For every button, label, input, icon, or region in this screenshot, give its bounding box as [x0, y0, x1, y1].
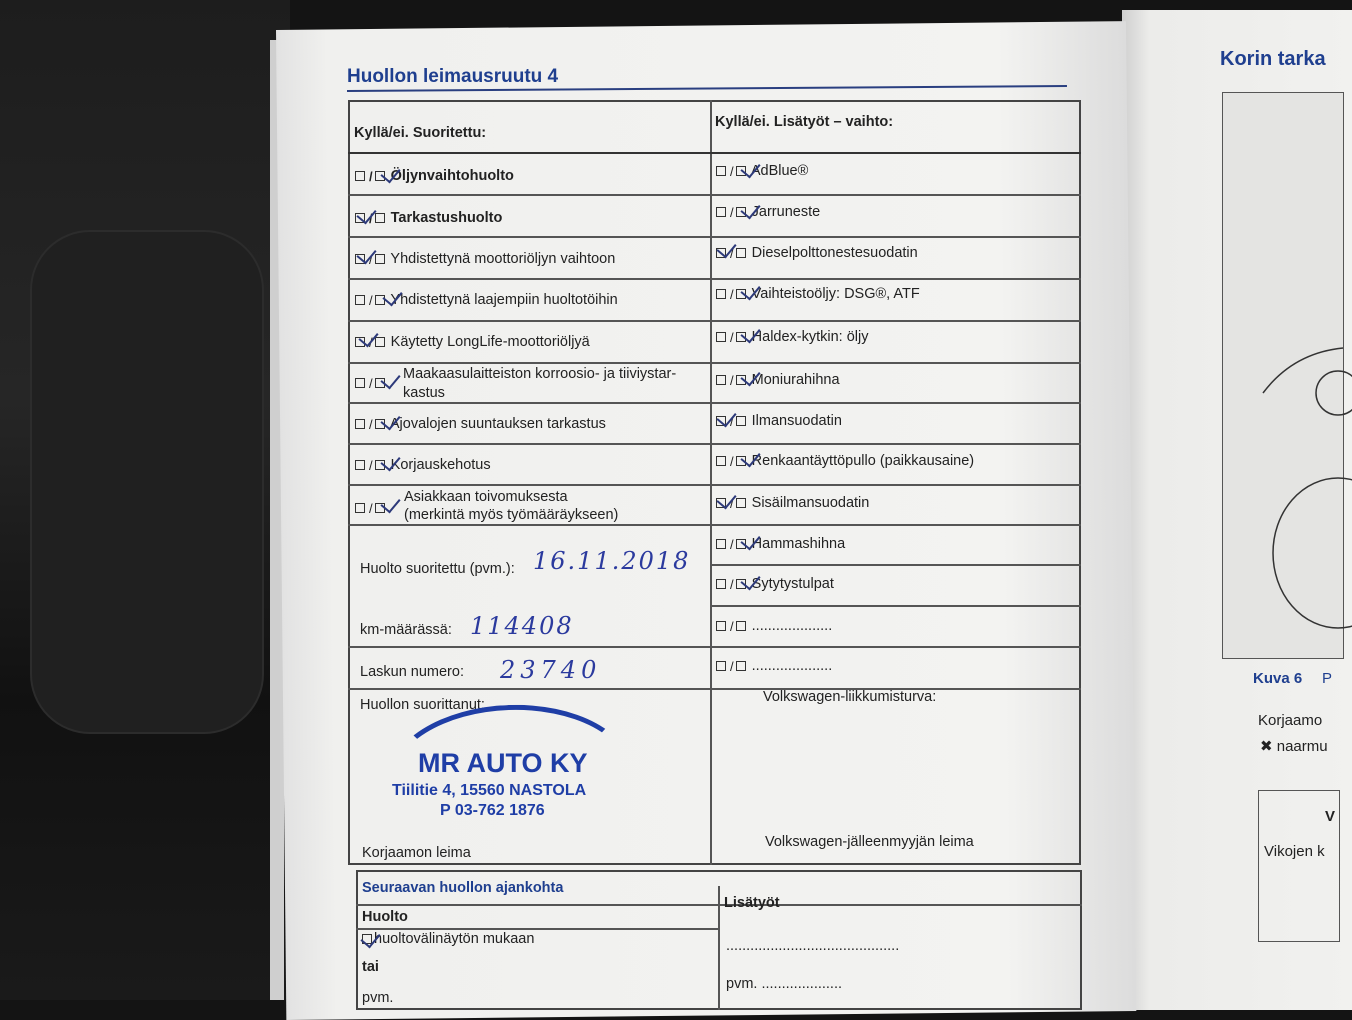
- checkbox-yes: [716, 332, 726, 342]
- checkbox-yes: [716, 375, 726, 385]
- invoice-value-handwritten: 23740: [500, 656, 602, 684]
- background-seat: [30, 230, 264, 734]
- checkbox-yes: [716, 456, 726, 466]
- row-rule: [348, 524, 1081, 526]
- right-item-brake-fluid: / Jarruneste: [716, 204, 820, 220]
- checkbox-yes: [355, 378, 365, 388]
- checkbox-yes: [355, 171, 365, 181]
- right-item-label: ....................: [751, 618, 833, 634]
- right-item-label: Dieselpolttonestesuodatin: [751, 245, 918, 261]
- checkbox-no: [736, 661, 746, 671]
- right-item-spark-plugs: / Sytytystulpat: [716, 576, 834, 592]
- row-rule: [348, 362, 1081, 364]
- row-rule: [348, 484, 1081, 486]
- next-service-dots: ...........................................: [726, 938, 900, 954]
- checkbox-yes: [716, 166, 726, 176]
- right-item-blank-2: / ....................: [716, 658, 832, 674]
- right-item-label: ....................: [751, 658, 833, 674]
- stamp-phone: P 03-762 1876: [440, 802, 545, 819]
- next-service-divider: [718, 886, 720, 1010]
- checkbox-yes: [716, 207, 726, 217]
- right-item-haldex: / Haldex-kytkin: öljy: [716, 329, 869, 345]
- right-item-label: Ilmansuodatin: [751, 413, 842, 429]
- checkbox-no: [736, 416, 746, 426]
- performed-by-label: Huollon suorittanut:: [360, 697, 485, 713]
- checkbox-no: [736, 498, 746, 508]
- grid-divider: [710, 100, 712, 865]
- left-item-label: Käytetty LongLife-moottoriöljyä: [390, 334, 590, 350]
- right-item-belt: / Moniurahihna: [716, 372, 840, 388]
- checkbox-yes: [716, 621, 726, 631]
- checkbox-yes: [716, 661, 726, 671]
- checkbox-yes: [716, 539, 726, 549]
- left-item-customer-line1: Asiakkaan toivomuksesta: [404, 489, 568, 505]
- right-item-label: Moniurahihna: [751, 372, 840, 388]
- checkbox-no: [375, 337, 385, 347]
- right-page-line2: naarmu: [1276, 738, 1328, 755]
- left-item-cng: /: [355, 375, 387, 391]
- right-item-timing-belt: / Hammashihna: [716, 536, 845, 552]
- row-rule: [710, 564, 1081, 566]
- right-page-table-label: Vikojen k: [1264, 843, 1325, 860]
- row-rule: [348, 320, 1081, 322]
- header-rule: [348, 152, 1081, 154]
- next-service-item-label: huoltovälinäytön mukaan: [374, 931, 535, 947]
- right-item-label: AdBlue®: [750, 163, 809, 179]
- row-rule: [348, 236, 1081, 238]
- left-item-label: Korjauskehotus: [390, 457, 491, 473]
- checkbox-no: [375, 254, 385, 264]
- right-item-label: Jarruneste: [751, 204, 821, 220]
- left-item-inspection: / Tarkastushuolto: [355, 210, 502, 226]
- checkbox-yes: [355, 419, 365, 429]
- row-rule: [348, 278, 1081, 280]
- next-service-title: Seuraavan huollon ajankohta: [362, 880, 564, 896]
- left-item-combined-major: / Yhdistettynä laajempiin huoltotöihin: [355, 292, 618, 308]
- km-value-handwritten: 114408: [470, 612, 574, 640]
- right-item-diesel-filter: / Dieselpolttonestesuodatin: [716, 245, 918, 261]
- left-item-label: Ajovalojen suuntauksen tarkastus: [389, 416, 606, 432]
- right-item-adblue: / AdBlue®: [716, 163, 808, 179]
- right-item-label: Haldex-kytkin: öljy: [751, 329, 869, 345]
- km-label: km-määrässä:: [360, 622, 452, 638]
- left-item-customer: /: [355, 500, 387, 516]
- left-item-longlife: / Käytetty LongLife-moottoriöljyä: [355, 334, 590, 350]
- right-item-label: Renkaantäyttöpullo (paikkausaine): [751, 453, 975, 469]
- row-rule: [710, 605, 1081, 607]
- mobility-label: Volkswagen-liikkumisturva:: [763, 689, 937, 705]
- checkbox-no: [736, 621, 746, 631]
- row-rule: [348, 194, 1081, 196]
- page-title: Huollon leimausruutu 4: [347, 66, 559, 87]
- service-date-handwritten: 16.11.2018: [533, 547, 691, 575]
- left-item-cng-line2: kastus: [403, 385, 445, 401]
- checkbox-yes: [355, 503, 365, 513]
- next-service-item: [362, 931, 534, 947]
- left-item-oil-change: / Öljynvaihtohuolto: [355, 168, 514, 184]
- next-service-pvm-right: pvm. ....................: [726, 976, 843, 992]
- car-illustration: [1223, 93, 1343, 658]
- right-page-caption: Kuva 6: [1253, 670, 1303, 687]
- right-page-caption-tail: P: [1322, 670, 1333, 687]
- next-service-rule: [356, 928, 718, 930]
- right-item-tire-sealant: / Renkaantäyttöpullo (paikkausaine): [716, 453, 974, 469]
- checkbox-yes: [716, 289, 726, 299]
- row-rule: [348, 402, 1081, 404]
- checkbox-yes: [355, 460, 365, 470]
- right-item-cabin-filter: / Sisäilmansuodatin: [716, 495, 869, 511]
- next-service-pvm-left: pvm.: [362, 990, 394, 1006]
- left-item-combined-oil: / Yhdistettynä moottoriöljyn vaihtoon: [355, 251, 615, 267]
- right-page-figure: [1222, 92, 1344, 659]
- left-item-cng-line1: Maakaasulaitteiston korroosio- ja tiiviystar-: [403, 366, 677, 382]
- left-header: Kyllä/ei. Suoritettu:: [354, 125, 487, 141]
- left-item-label: Yhdistettynä moottoriöljyn vaihtoon: [390, 251, 616, 267]
- left-item-label: Öljynvaihtohuolto: [390, 168, 514, 184]
- row-rule: [348, 646, 1081, 648]
- checkbox-no: [736, 248, 746, 258]
- next-service-or: tai: [362, 959, 379, 975]
- right-item-air-filter: / Ilmansuodatin: [716, 413, 842, 429]
- right-page-line2-wrap: ✖ naarmu: [1260, 738, 1328, 755]
- right-header: Kyllä/ei. Lisätyöt – vaihto:: [715, 114, 894, 130]
- right-item-label: Hammashihna: [751, 536, 846, 552]
- next-service-left-header: Huolto: [362, 909, 408, 925]
- row-rule: [348, 688, 1081, 690]
- workshop-stamp-label: Korjaamon leima: [362, 845, 471, 861]
- invoice-label: Laskun numero:: [360, 664, 464, 680]
- checkbox-yes: [355, 295, 365, 305]
- dealer-stamp-label: Volkswagen-jälleenmyyjän leima: [765, 834, 974, 850]
- checkbox-no: [375, 213, 385, 223]
- left-item-customer-line2: (merkintä myös työmääräykseen): [404, 507, 619, 523]
- right-item-label: Sisäilmansuodatin: [751, 495, 870, 511]
- checkbox-yes: [716, 579, 726, 589]
- stamp-address: Tiilitie 4, 15560 NASTOLA: [392, 782, 587, 799]
- right-item-label: Sytytystulpat: [751, 576, 834, 592]
- right-page-line1: Korjaamo: [1258, 712, 1323, 729]
- left-item-label: Tarkastushuolto: [390, 210, 503, 226]
- right-item-gear-oil: / Vaihteistoöljy: DSG®, ATF: [716, 286, 920, 302]
- stamp-company-name: MR AUTO KY: [418, 748, 588, 778]
- next-service-right-header: Lisätyöt: [724, 895, 780, 911]
- left-item-repair-request: / Korjauskehotus: [355, 457, 491, 473]
- right-item-blank-1: / ....................: [716, 618, 832, 634]
- left-item-headlights: / Ajovalojen suuntauksen tarkastus: [355, 416, 606, 432]
- right-page-table-head: V: [1325, 808, 1336, 825]
- service-done-label: Huolto suoritettu (pvm.):: [360, 561, 515, 577]
- left-item-label: Yhdistettynä laajempiin huoltotöihin: [390, 292, 618, 308]
- right-item-label: Vaihteistoöljy: DSG®, ATF: [751, 286, 920, 302]
- right-page-title: Korin tarka: [1220, 48, 1326, 70]
- row-rule: [348, 443, 1081, 445]
